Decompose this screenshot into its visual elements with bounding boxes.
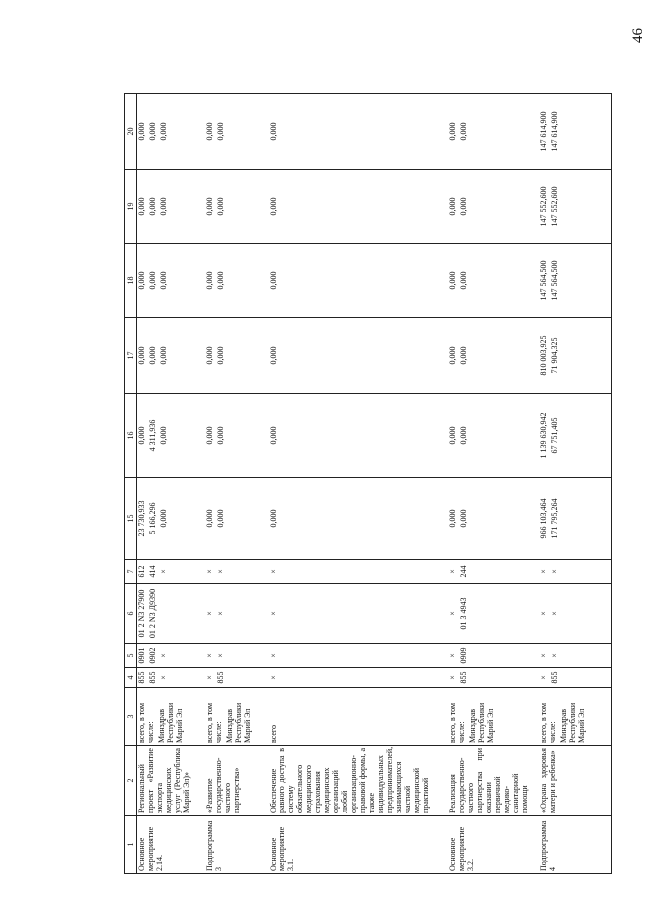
cell-expense-type: 612 414 ×	[137, 560, 205, 584]
cell-expense-type: × ×	[205, 560, 269, 584]
cell-2019: 0,000 0,000	[205, 478, 269, 560]
cell-2022: 0,000 0,000	[205, 244, 269, 318]
table-row	[137, 94, 205, 874]
cell-2023: 0,000 0,000	[448, 170, 539, 244]
col-header: 6	[125, 584, 137, 644]
cell-executor: всего, в том числе: Минздрав Республики Марий Эл	[137, 688, 205, 746]
cell-2023: 0,000 0,000 0,000	[137, 170, 205, 244]
col-header: 15	[125, 478, 137, 560]
col-header: 5	[125, 644, 137, 668]
cell-target: 01 2 N3 27900 01 2 N3 Д9390	[137, 584, 205, 644]
cell-2024: 147 614,900 147 614,900	[539, 94, 612, 170]
cell-2019: 0,000	[269, 478, 449, 560]
page-number: 46	[630, 28, 646, 43]
cell-section: ×	[269, 644, 449, 668]
cell-2022: 147 564,500 147 564,500	[539, 244, 612, 318]
cell-executor: всего, в том числе: Минздрав Республики Марий Эл	[539, 688, 612, 746]
cell-2022: 0,000	[269, 244, 449, 318]
col-header: 19	[125, 170, 137, 244]
cell-name: «Развитие государственно-частного партнерства»	[205, 746, 269, 816]
col-header: 20	[125, 94, 137, 170]
cell-2023: 147 552,600 147 552,600	[539, 170, 612, 244]
col-header: 7	[125, 560, 137, 584]
cell-section: × 0909	[448, 644, 539, 668]
cell-grbs: × 855	[448, 668, 539, 688]
cell-2020: 0,000 0,000	[205, 394, 269, 478]
cell-2021: 0,000 0,000	[205, 318, 269, 394]
cell-2020: 0,000	[269, 394, 449, 478]
cell-2022: 0,000 0,000	[448, 244, 539, 318]
cell-2021: 0,000	[269, 318, 449, 394]
cell-target: × 01 3 4943	[448, 584, 539, 644]
cell-2024: 0,000 0,000 0,000	[137, 94, 205, 170]
cell-target: × ×	[539, 584, 612, 644]
col-header: 18	[125, 244, 137, 318]
cell-2023: 0,000	[269, 170, 449, 244]
cell-2022: 0,000 0,000 0,000	[137, 244, 205, 318]
cell-measure: Подпрограмма 3	[205, 816, 269, 874]
cell-2020: 0,000 4 311,936 0,000	[137, 394, 205, 478]
cell-name: «Охрана здоровья матери и ребенка»	[539, 746, 612, 816]
table-row	[539, 94, 612, 874]
cell-2019: 0,000 0,000	[448, 478, 539, 560]
budget-table	[124, 93, 612, 874]
col-header: 4	[125, 668, 137, 688]
cell-measure: Подпрограмма 4	[539, 816, 612, 874]
cell-grbs: ×	[269, 668, 449, 688]
cell-expense-type: × ×	[539, 560, 612, 584]
cell-measure: Основное мероприятие 2.14.	[137, 816, 205, 874]
cell-2024: 0,000	[269, 94, 449, 170]
cell-grbs: × 855	[539, 668, 612, 688]
cell-executor: всего	[269, 688, 449, 746]
col-header: 17	[125, 318, 137, 394]
cell-measure: Основное мероприятие 3.2.	[448, 816, 539, 874]
col-header: 16	[125, 394, 137, 478]
col-header: 1	[125, 816, 137, 874]
cell-grbs: × 855	[205, 668, 269, 688]
cell-2021: 0,000 0,000 0,000	[137, 318, 205, 394]
rotated-budget-table	[124, 94, 612, 874]
cell-2024: 0,000 0,000	[448, 94, 539, 170]
cell-name: Реализация государственно-частного партнерства при оказании первичной медико-санитарной помощи	[448, 746, 539, 816]
cell-section: × ×	[205, 644, 269, 668]
cell-section: 0901 0902 ×	[137, 644, 205, 668]
cell-2024: 0,000 0,000	[205, 94, 269, 170]
cell-2019: 966 103,464 171 795,264	[539, 478, 612, 560]
cell-expense-type: × 244	[448, 560, 539, 584]
cell-2020: 1 139 630,942 67 751,405	[539, 394, 612, 478]
cell-2020: 0,000 0,000	[448, 394, 539, 478]
cell-2021: 810 003,925 71 904,325	[539, 318, 612, 394]
table-row	[205, 94, 269, 874]
table-row	[448, 94, 539, 874]
table-row	[269, 94, 449, 874]
header-row	[125, 94, 137, 874]
cell-grbs: 855 855 ×	[137, 668, 205, 688]
cell-target: ×	[269, 584, 449, 644]
cell-2023: 0,000 0,000	[205, 170, 269, 244]
cell-name: Обеспечение равного доступа в систему обязательного медицинского страхования медицинских организаций любой организационно-правовой формы, а также индивидуальных предпринимателей, занимающихся частной медицинской практикой	[269, 746, 449, 816]
cell-2021: 0,000 0,000	[448, 318, 539, 394]
cell-target: × ×	[205, 584, 269, 644]
cell-name: Региональный проект «Развитие экспорта медицинских услуг (Республика Марий Эл)»	[137, 746, 205, 816]
cell-section: × ×	[539, 644, 612, 668]
cell-executor: всего, в том числе: Минздрав Республики Марий Эл	[205, 688, 269, 746]
cell-2019: 23 730,933 5 166,296 0,000	[137, 478, 205, 560]
cell-expense-type: ×	[269, 560, 449, 584]
cell-executor: всего, в том числе: Минздрав Республики Марий Эл	[448, 688, 539, 746]
col-header: 2	[125, 746, 137, 816]
col-header: 3	[125, 688, 137, 746]
cell-measure: Основное мероприятие 3.1.	[269, 816, 449, 874]
